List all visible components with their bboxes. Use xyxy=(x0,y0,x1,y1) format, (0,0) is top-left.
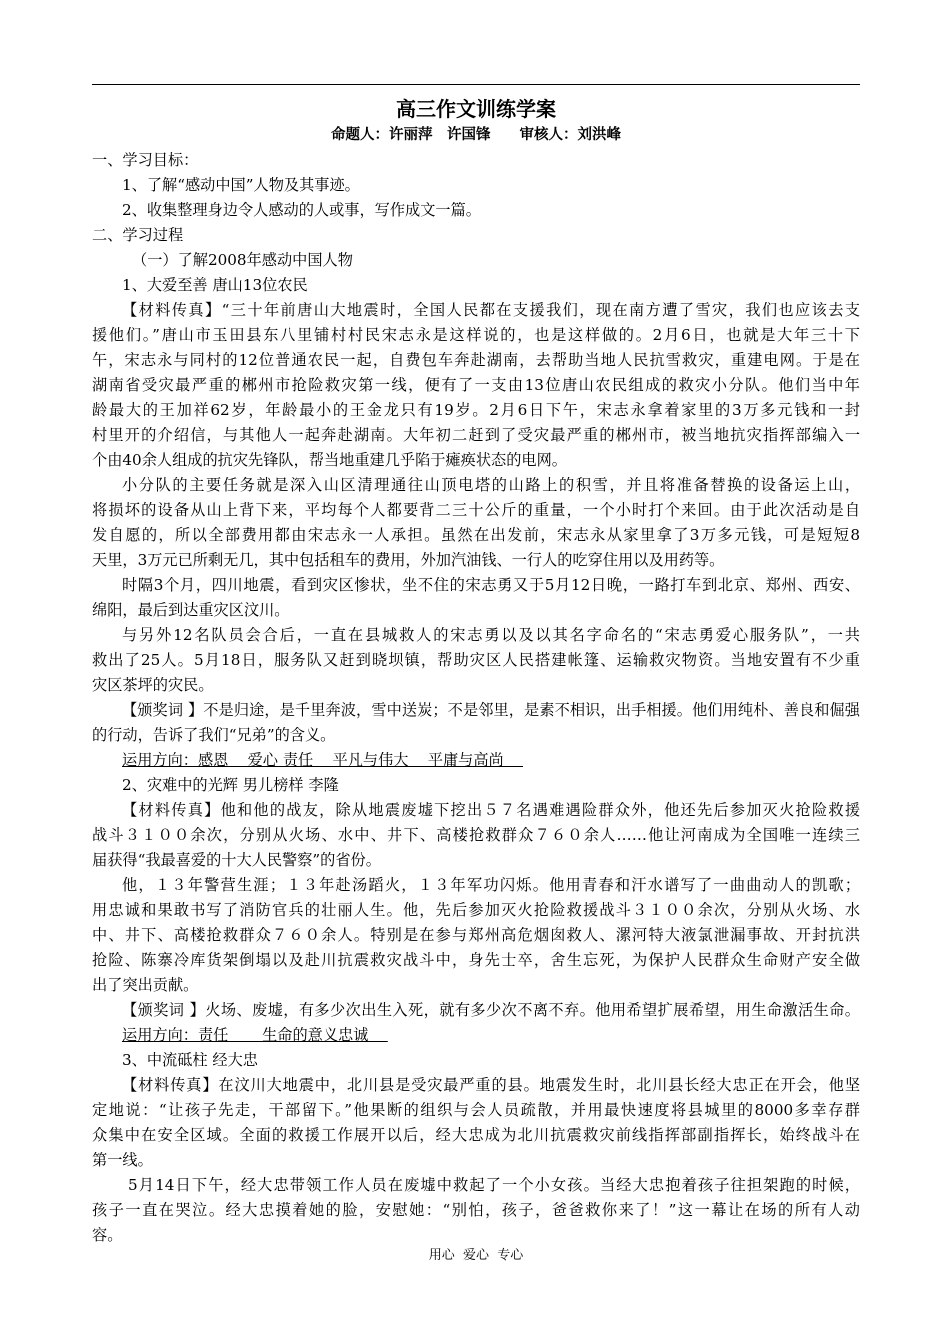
text-line: 二、学习过程 xyxy=(92,226,184,244)
text-line: 与另外12名队员会合后，一直在县城救人的宋志勇以及以其名字命名的“宋志勇爱心服务队”，一共 xyxy=(122,626,860,644)
text-line: 小分队的主要任务就是深入山区清理通往山顶电塔的山路上的积雪，并且将准备替换的设备运上山， xyxy=(122,476,860,494)
text-line: 战斗３１００余次，分别从火场、水中、井下、高楼抢救群众７６０余人……他让河南成为全国唯一连续三 xyxy=(92,826,860,844)
document-title: 高三作文训练学案 xyxy=(396,97,556,121)
text-line: 湖南省受灾最严重的郴州市抢险救灾第一线，便有了一支由13位唐山农民组成的救灾小分队。他们当中年 xyxy=(92,376,860,394)
text-line: 将损坏的设备从山上背下来，平均每个人都要背二三十公斤的重量，一个小时打个来回。由于此次活动是自 xyxy=(92,501,860,519)
text-line: 出了突出贡献。 xyxy=(92,976,199,994)
text-line: 用忠诚和果敢书写了消防官兵的壮丽人生。他，先后参加灭火抢险救援战斗３１００余次，分别从火场、水 xyxy=(92,901,860,919)
text-line: 灾区茶坪的灾民。 xyxy=(92,676,214,694)
text-line: 2、灾难中的光辉 男儿榜样 李隆 xyxy=(122,776,339,794)
text-line: 一、学习目标： xyxy=(92,151,199,169)
text-line: 【材料传真】在汶川大地震中，北川县是受灾最严重的县。地震发生时，北川县长经大忠正在开会，他坚 xyxy=(122,1076,860,1094)
text-line: 第一线。 xyxy=(92,1151,153,1169)
page-footer: 用心 爱心 专心 xyxy=(428,1248,524,1263)
text-line: 他，１３年警营生涯；１３年赴汤蹈火，１３年军功闪烁。他用青春和汗水谱写了一曲曲动人的凯歌； xyxy=(122,876,860,894)
text-line: 孩子一直在哭泣。经大忠摸着她的脸，安慰她：“别怕，孩子，爸爸救你来了！”这一幕让在场的所有人动 xyxy=(92,1201,860,1219)
authors-line: 命题人：许丽萍 许国锋 审核人：刘洪峰 xyxy=(331,127,621,143)
text-line: 援他们。”唐山市玉田县东八里铺村村民宋志永是这样说的，也是这样做的。2月6日，也就是大年三十下 xyxy=(92,326,860,344)
text-line: 个由40余人组成的抗灾先锋队，帮当地重建几乎陷于瘫痪状态的电网。 xyxy=(92,451,567,469)
text-line: 届获得“我最喜爱的十大人民警察”的省份。 xyxy=(92,851,381,869)
text-line: 村里开的介绍信，与其他人一起奔赴湖南。大年初二赶到了受灾最严重的郴州市，被当地抗灾指挥部编入一 xyxy=(92,426,860,444)
text-line: 中、井下、高楼抢救群众７６０余人。特别是在参与郑州高危烟囱救人、漯河特大液氯泄漏事故、开封抗洪 xyxy=(92,926,860,944)
text-line: 绵阳，最后到达重灾区汶川。 xyxy=(92,601,290,619)
text-line: 【材料传真】“三十年前唐山大地震时，全国人民都在支援我们，现在南方遭了雪灾，我们也应该去支 xyxy=(122,301,860,319)
text-line: 救出了25人。5月18日，服务队又赶到晓坝镇，帮助灾区人民搭建帐篷、运输救灾物资。当地安置有不少重 xyxy=(92,651,860,669)
text-line: 【材料传真】他和他的战友，除从地震废墟下挖出５７名遇难遇险群众外，他还先后参加灭火抢险救援 xyxy=(122,801,860,819)
text-line: 容。 xyxy=(92,1226,123,1244)
text-line: 抢险、陈寨冷库货架倒塌以及赴川抗震救灾战斗中，身先士卒，舍生忘死，为保护人民群众生命财产安全做 xyxy=(92,951,860,969)
text-line: 运用方向：责任 生命的意义忠诚 xyxy=(122,1026,388,1044)
document-body xyxy=(92,148,860,1248)
text-line: （一）了解2008年感动中国人物 xyxy=(132,251,353,269)
text-line: 午，宋志永与同村的12位普通农民一起，自费包车奔赴湖南，去帮助当地人民抗雪救灾，重建电网。于是在 xyxy=(92,351,860,369)
text-line: 的行动，告诉了我们“兄弟”的含义。 xyxy=(92,726,336,744)
text-line: 2、收集整理身边令人感动的人或事，写作成文一篇。 xyxy=(122,201,481,219)
text-line: 1、了解“感动中国”人物及其事迹。 xyxy=(122,176,360,194)
text-line: 3、中流砥柱 经大忠 xyxy=(122,1051,258,1069)
text-line: 运用方向：感恩 爱心 责任 平凡与伟大 平庸与高尚 xyxy=(122,751,524,769)
header-rule xyxy=(92,84,860,85)
text-line: 5月14日下午，经大忠带领工作人员在废墟中救起了一个小女孩。当经大忠抱着孩子往担架跑的时候， xyxy=(122,1176,860,1194)
text-line: 众集中在安全区域。全面的救援工作展开以后，经大忠成为北川抗震救灾前线指挥部副指挥长，始终战斗在 xyxy=(92,1126,860,1144)
text-line: 【颁奖词 】不是归途，是千里奔波，雪中送炭；不是邻里，是素不相识，出手相援。他们用纯朴、善良和倔强 xyxy=(122,701,860,719)
text-line: 定地说：“让孩子先走，干部留下。”他果断的组织与会人员疏散，并用最快速度将县城里的8000多幸存群 xyxy=(92,1101,860,1119)
document-page xyxy=(92,0,860,1344)
text-line: 发自愿的，所以全部费用都由宋志永一人承担。虽然在出发前，宋志永从家里拿了3万多元钱，可是短短8 xyxy=(92,526,860,544)
text-line: 【颁奖词 】火场、废墟，有多少次出生入死，就有多少次不离不弃。他用希望扩展希望，用生命激活生命。 xyxy=(122,1001,860,1019)
text-line: 时隔3个月，四川地震，看到灾区惨状，坐不住的宋志勇又于5月12日晚，一路打车到北京、郑州、西安、 xyxy=(122,576,860,594)
text-line: 1、大爱至善 唐山13位农民 xyxy=(122,276,308,294)
text-line: 龄最大的王加祥62岁，年龄最小的王金龙只有19岁。2月6日下午，宋志永拿着家里的3万多元钱和一封 xyxy=(92,401,860,419)
text-line: 天里，3万元已所剩无几，其中包括租车的费用，外加汽油钱、一行人的吃穿住用以及用药等。 xyxy=(92,551,725,569)
